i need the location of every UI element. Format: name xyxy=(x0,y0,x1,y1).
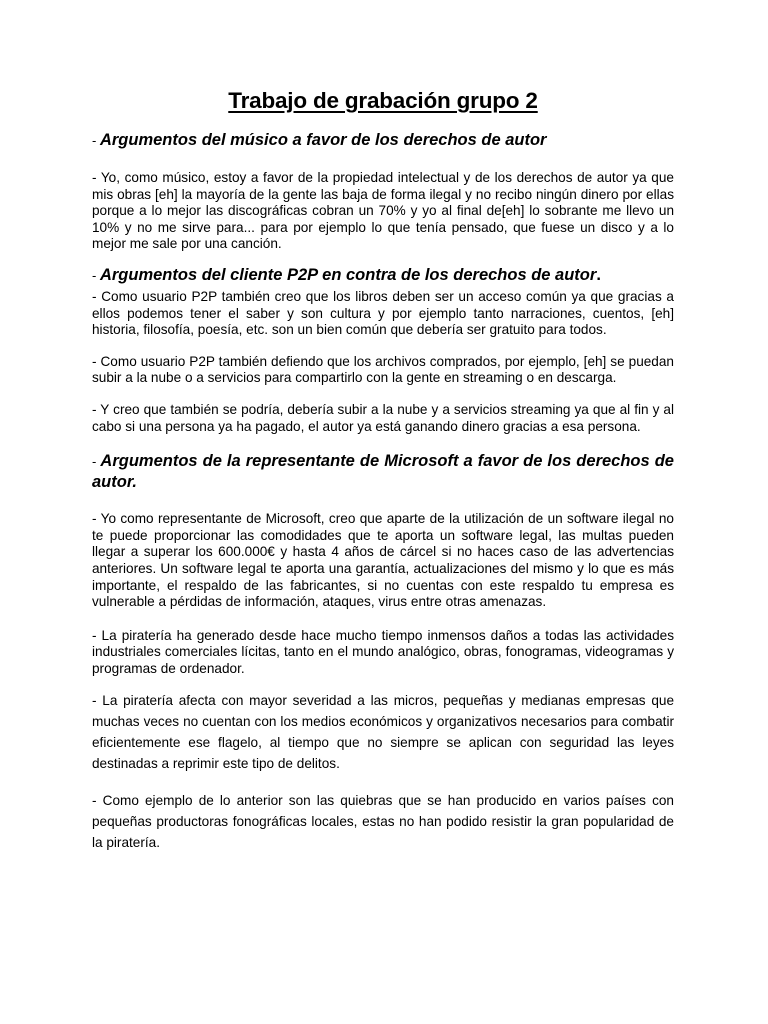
paragraph-p2p-3: - Y creo que también se podría, debería subir a la nube y a servicios streaming ya que al fin y al cabo si una persona ya ha pagado, el autor ya está ganando dinero gracias a esa persona. xyxy=(92,401,674,434)
paragraph-microsoft-4: - Como ejemplo de lo anterior son las quiebras que se han producido en varios países con pequeñas productoras fonográficas locales, estas no han podido resistir la gran popularidad de la piratería. xyxy=(92,793,674,851)
heading-text: Argumentos del músico a favor de los derechos de autor xyxy=(99,131,547,149)
heading-dash: - xyxy=(92,133,100,148)
heading-text: Argumentos del cliente P2P en contra de los derechos de autor xyxy=(99,265,597,284)
heading-suffix: . xyxy=(596,265,601,284)
paragraph-musician-1: - Yo, como músico, estoy a favor de la propiedad intelectual y de los derechos de autor ya que mis obras [eh] la mayoría de la gente las baja de forma ilegal y no recibo ningún dinero por ellas porque a lo mejor las discográficas cobran un 70% y yo al final de[eh] lo sobrante me llevo un 10% y no me sirve para... para por ejemplo lo que tenía pensado, que fuese un disco y a lo mejor me sale por una canción. xyxy=(92,170,674,252)
heading-dash: - xyxy=(92,454,101,470)
paragraph-p2p-2: - Como usuario P2P también defiendo que los archivos comprados, por ejemplo, [eh] se puedan subir a la nube o a servicios para compartirlo con la gente en streaming o en descarga. xyxy=(92,353,674,386)
section-heading-p2p-client xyxy=(92,265,674,286)
heading-text: Argumentos de la representante de Microsoft a favor de los derechos de autor. xyxy=(92,452,674,492)
document-page xyxy=(92,86,674,853)
paragraph-p2p-1: - Como usuario P2P también creo que los libros deben ser un acceso común ya que gracias a ellos podemos tener el saber y son cultura y por ejemplo tanto narraciones, cuentos, [eh] historia, filosofía, poesía, etc. son un bien común que debería ser gratuito para todos. xyxy=(92,288,674,338)
paragraph-microsoft-1: - Yo como representante de Microsoft, creo que aparte de la utilización de un software ilegal no te puede proporcionar las comodidades que te aporta un software legal, las multas pueden llegar a superar los 600.000€ y hasta 4 años de cárcel si no haces caso de las advertencias anteriores. Un software legal te aporta una garantía, actualizaciones del mismo y lo que es más importante, el respaldo de las fabricantes, si no cuentas con este respaldo tu empresa es vulnerable a pérdidas de información, ataques, virus entre otras amenazas. xyxy=(92,511,674,610)
section-heading-microsoft xyxy=(92,451,674,492)
paragraph-microsoft-3: - La piratería afecta con mayor severidad a las micros, pequeñas y medianas empresas que muchas veces no cuentan con los medios económicos y organizativos necesarios para combatir eficientemente ese flagelo, al tiempo que no siempre se aplican con seguridad las leyes destinadas a reprimir este tipo de delitos. xyxy=(92,693,674,772)
section-heading-musician xyxy=(92,130,674,151)
heading-dash: - xyxy=(92,267,100,283)
document-title: Trabajo de grabación grupo 2 xyxy=(228,88,538,113)
paragraph-microsoft-2: - La piratería ha generado desde hace mucho tiempo inmensos daños a todas las actividades industriales comerciales lícitas, tanto en el mundo analógico, obras, fonogramas, videogramas y programas de ordenador. xyxy=(92,627,674,676)
